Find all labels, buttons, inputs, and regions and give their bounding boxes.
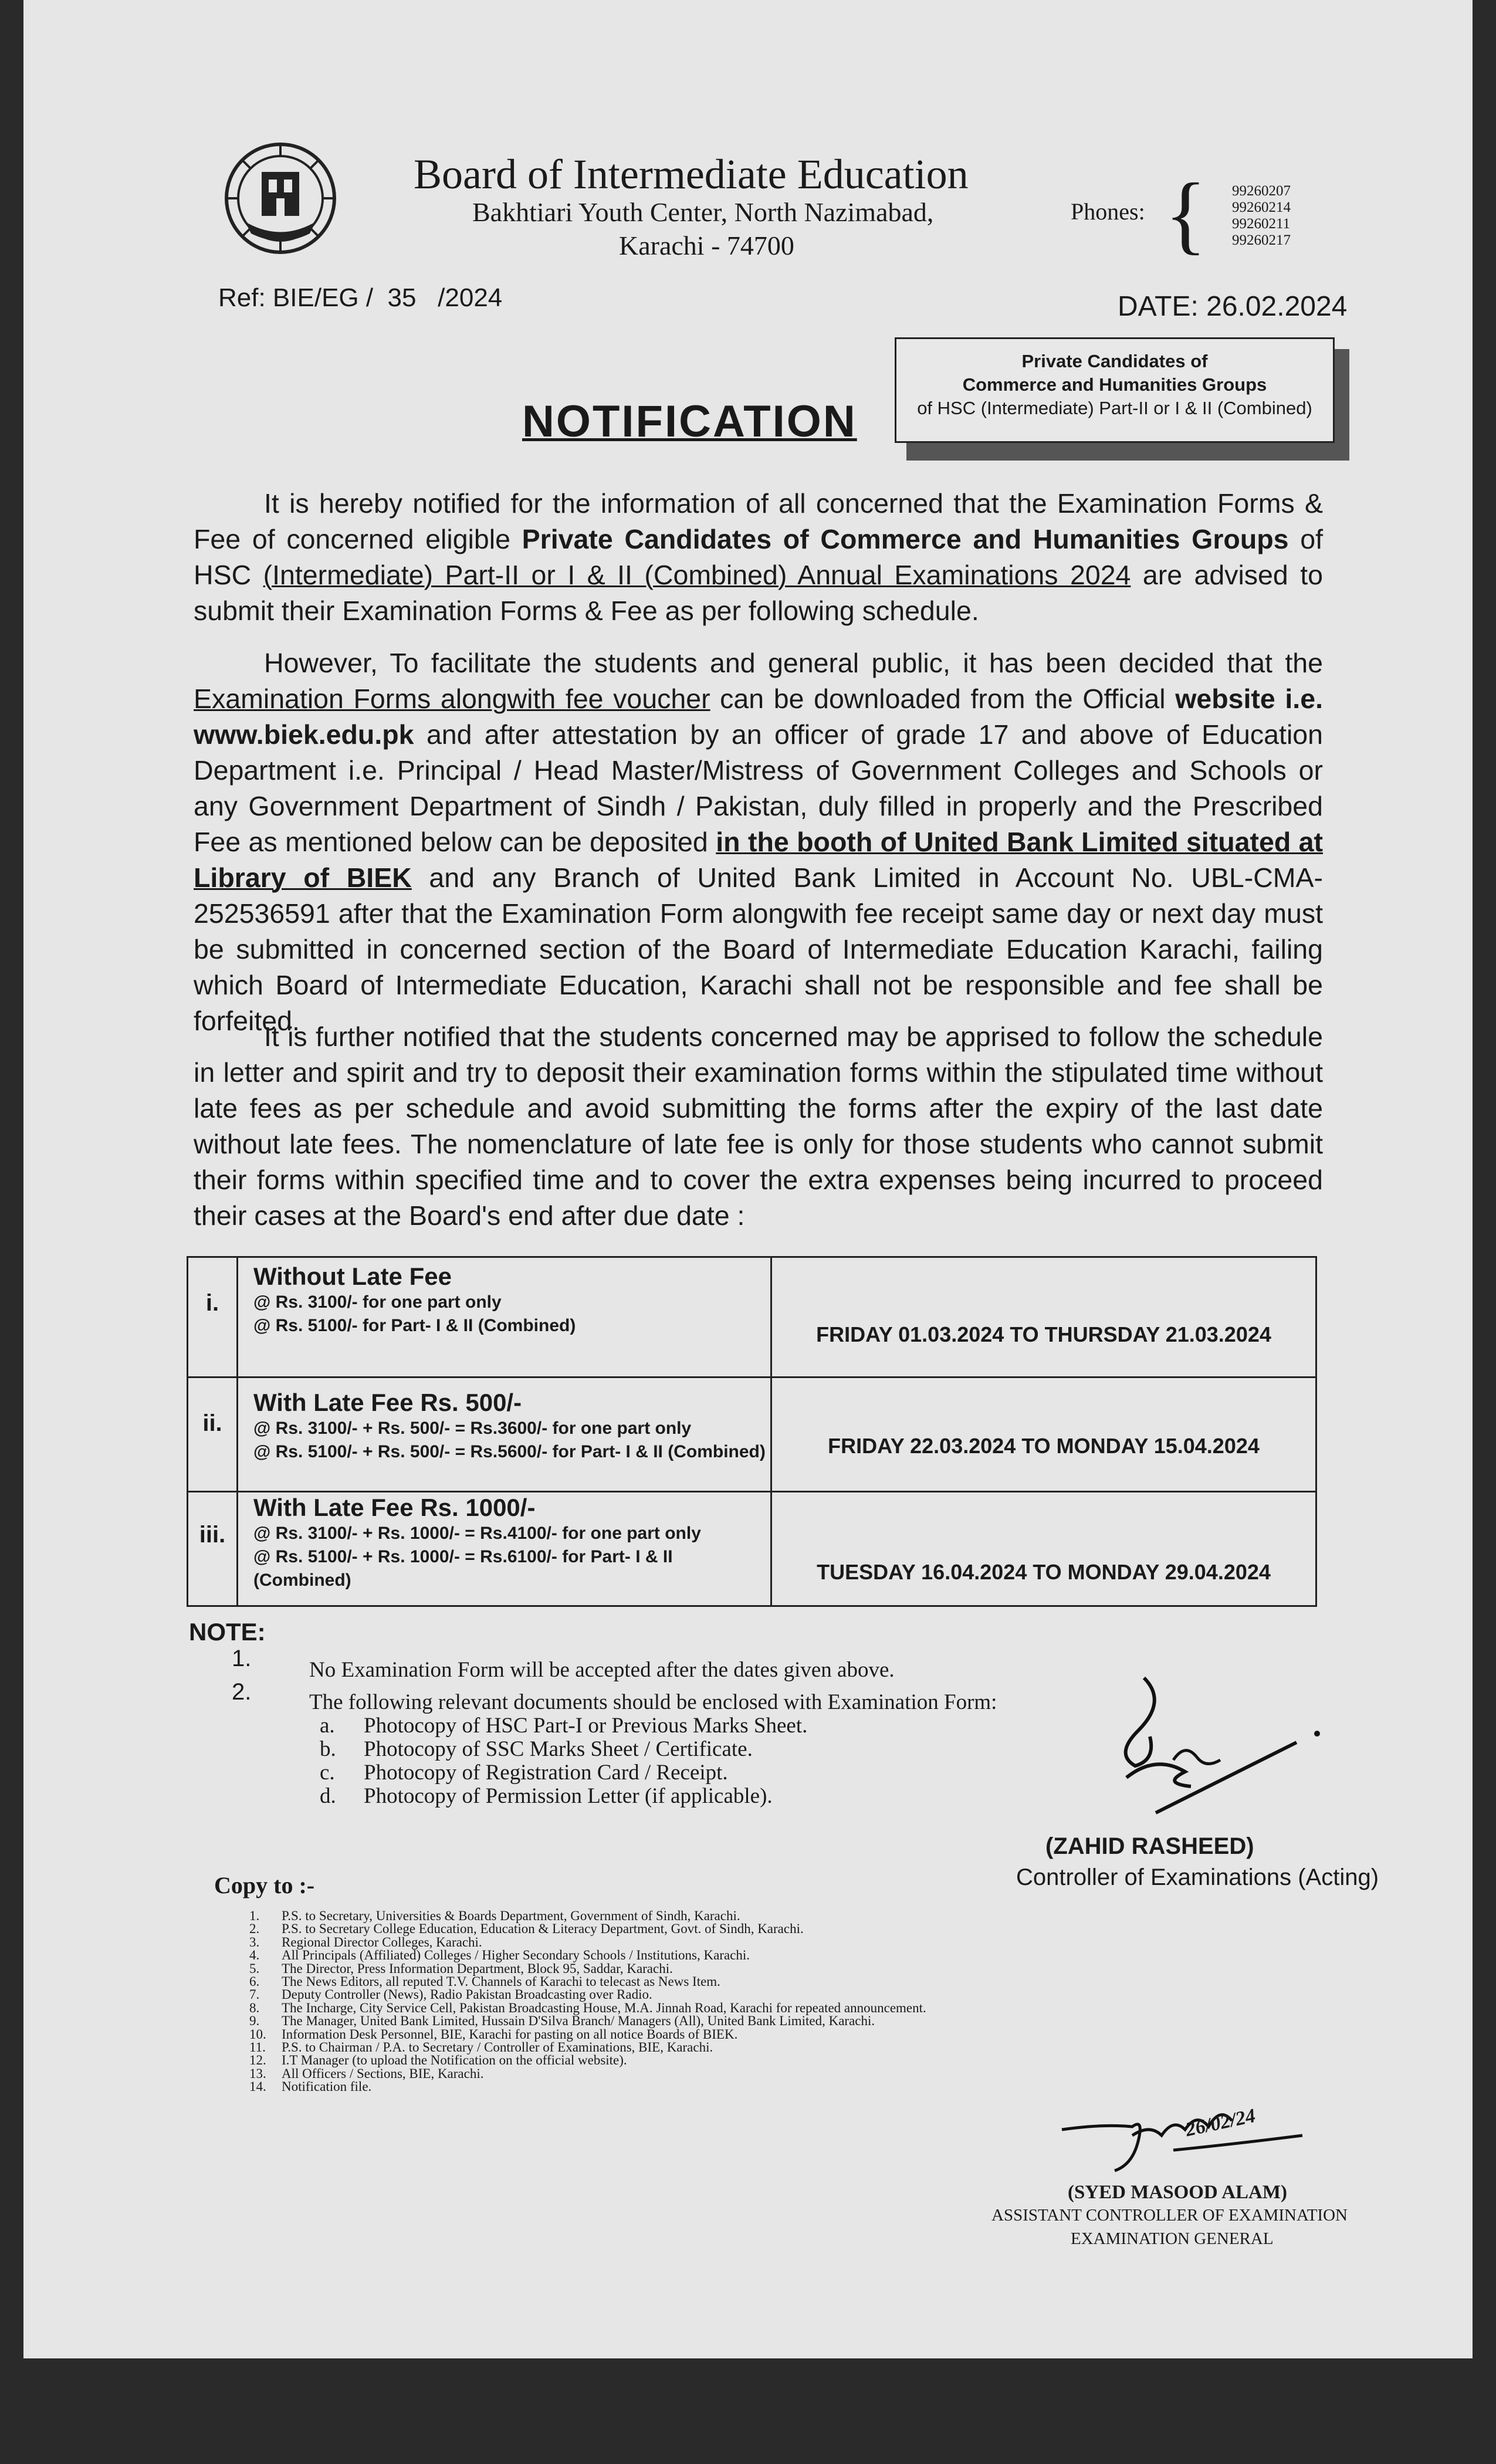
item-letter: d. (320, 1784, 336, 1808)
item-letter: b. (320, 1737, 336, 1761)
table-row (188, 1377, 1316, 1492)
item-text: I.T Manager (to upload the Notification on the official website). (282, 2053, 627, 2068)
phone-number: 99260211 (1232, 216, 1291, 232)
item-text: The Manager, United Bank Limited, Hussain D'Silva Branch/ Managers (All), United Bank Limited, Karachi. (282, 2013, 875, 2029)
note-number: 1. (232, 1646, 252, 1671)
list-item (320, 1737, 807, 1760)
subject-line-2: Commerce and Humanities Groups (962, 374, 1267, 395)
item-number: 11. (249, 2040, 266, 2055)
row-number: iii. (188, 1492, 238, 1606)
item-number: 1. (249, 1908, 260, 1923)
para2-underline: Examination Forms alongwith fee voucher (194, 683, 710, 714)
paragraph-2 (194, 645, 1323, 1039)
fee-title: With Late Fee Rs. 500/- (253, 1389, 522, 1416)
fee-cell (238, 1257, 771, 1377)
item-text: The News Editors, all reputed T.V. Channels of Karachi to telecast as News Item. (282, 1974, 720, 1989)
phone-number: 99260217 (1232, 232, 1291, 248)
fee-line: @ Rs. 3100/- for one part only (253, 1292, 502, 1312)
fee-line: @ Rs. 5100/- for Part- I & II (Combined) (253, 1316, 576, 1335)
item-text: The Incharge, City Service Cell, Pakistan Broadcasting House, M.A. Jinnah Road, Karachi for repeated announcement. (282, 2000, 926, 2015)
paragraph-1 (194, 486, 1323, 629)
item-text: The Director, Press Information Department, Block 95, Saddar, Karachi. (282, 1961, 673, 1976)
fee-line: @ Rs. 5100/- + Rs. 500/- = Rs.5600/- for Part- I & II (Combined) (253, 1442, 766, 1461)
paragraph-3 (194, 1019, 1323, 1234)
date-range: FRIDAY 01.03.2024 TO THURSDAY 21.03.2024 (771, 1257, 1316, 1377)
handwritten-date: 26/02/24 (1183, 2104, 1258, 2141)
item-number: 6. (249, 1974, 260, 1989)
list-item (249, 1923, 926, 1935)
item-text: P.S. to Chairman / P.A. to Secretary / Controller of Examinations, BIE, Karachi. (282, 2040, 713, 2055)
item-number: 7. (249, 1987, 260, 2002)
phones-label: Phones: (1071, 198, 1145, 225)
item-letter: a. (320, 1714, 335, 1738)
item-number: 13. (249, 2066, 266, 2081)
address-line-2: Karachi - 74700 (619, 231, 794, 258)
address-line-1: Bakhtiari Youth Center, North Nazimabad, (472, 197, 934, 227)
para2-text: and after attestation by an officer of grade 17 and above of Education Department i.e. Principal / Head Master/Mistress of Government Colleges and Schools or any Government Department of Sindh / Pakistan, duly filled in properly and the Prescribed Fee as mentioned below can be deposited (194, 719, 1323, 857)
para1-text: are advised to submit their Examination Forms & Fee as per following schedule. (194, 560, 1323, 626)
notification-heading: NOTIFICATION (522, 397, 857, 446)
para2-text: can be downloaded from the Official (710, 683, 1176, 714)
brace-icon: { (1165, 165, 1207, 263)
fee-line: @ Rs. 5100/- + Rs. 1000/- = Rs.6100/- for Part- I & II (Combined) (253, 1547, 673, 1590)
item-text: P.S. to Secretary, Universities & Boards Department, Government of Sindh, Karachi. (282, 1908, 740, 1923)
fee-line: @ Rs. 3100/- + Rs. 500/- = Rs.3600/- for one part only (253, 1419, 692, 1438)
list-item (249, 2002, 926, 2015)
date-range: TUESDAY 16.04.2024 TO MONDAY 29.04.2024 (771, 1492, 1316, 1606)
signatory-2-title-2: EXAMINATION GENERAL (1071, 2229, 1274, 2248)
para2-bold-underline: in the booth of United Bank Limited situated at Library of BIEK (194, 827, 1323, 893)
fee-line: @ Rs. 3100/- + Rs. 1000/- = Rs.4100/- for one part only (253, 1524, 701, 1543)
item-number: 2. (249, 1921, 260, 1937)
board-title: Board of Intermediate Education (414, 151, 969, 198)
row-number: i. (188, 1257, 238, 1377)
signatory-1-name: (ZAHID RASHEED) (1045, 1833, 1254, 1859)
para1-text: It is hereby notified for the information of all concerned that the Examination Forms & Fee of concerned eligible (194, 488, 1323, 554)
list-item (249, 2080, 926, 2093)
para2-text: However, To facilitate the students and general public, it has been decided that the (264, 648, 1323, 678)
list-item (249, 1975, 926, 1988)
phone-list (1232, 183, 1291, 249)
subject-line-3: of HSC (Intermediate) Part-II or I & II (Combined) (917, 398, 1312, 418)
item-number: 12. (249, 2053, 266, 2068)
fee-schedule-table (187, 1256, 1317, 1607)
signatory-1-title: Controller of Examinations (Acting) (1016, 1864, 1379, 1890)
fee-cell (238, 1377, 771, 1492)
fee-title: Without Late Fee (253, 1263, 452, 1290)
item-number: 3. (249, 1934, 260, 1949)
item-text: Notification file. (282, 2079, 372, 2094)
list-item (249, 2028, 926, 2041)
document-date: DATE: 26.02.2024 (1118, 291, 1348, 322)
website-link: website i.e. www.biek.edu.pk (194, 683, 1324, 750)
item-text: P.S. to Secretary College Education, Education & Literacy Department, Govt. of Sindh, Karachi. (282, 1921, 804, 1937)
item-letter: c. (320, 1761, 335, 1785)
item-text: Information Desk Personnel, BIE, Karachi for pasting on all notice Boards of BIEK. (282, 2026, 738, 2042)
item-number: 14. (249, 2079, 266, 2094)
list-item (249, 2015, 926, 2028)
item-number: 5. (249, 1961, 260, 1976)
list-item (249, 1949, 926, 1962)
signature-2-icon (1056, 2094, 1349, 2182)
item-text: All Principals (Affiliated) Colleges / Higher Secondary Schools / Institutions, Karachi. (282, 1948, 750, 1963)
item-text: All Officers / Sections, BIE, Karachi. (282, 2066, 484, 2081)
note-text: The following relevant documents should be enclosed with Examination Form: (309, 1690, 997, 1714)
signatory-2-title-1: ASSISTANT CONTROLLER OF EXAMINATION (991, 2206, 1348, 2225)
list-item (249, 1962, 926, 1975)
board-logo-icon (222, 140, 339, 257)
item-text: Photocopy of HSC Part-I or Previous Marks Sheet. (364, 1714, 808, 1738)
signatory-2-name: (SYED MASOOD ALAM) (1068, 2182, 1288, 2203)
item-number: 8. (249, 2000, 260, 2015)
para1-underline: (Intermediate) Part-II or I & II (Combined) Annual Examinations 2024 (263, 560, 1131, 590)
document-list (320, 1713, 807, 1807)
para2-text: and any Branch of United Bank Limited in Account No. UBL-CMA-252536591 after that the Examination Form alongwith fee receipt same day or next day must be submitted in concerned section of the Board of Intermediate Education Karachi, failing which Board of Intermediate Education, Karachi shall not be responsible and fee shall be forfeited. (194, 862, 1324, 1036)
item-number: 9. (249, 2013, 260, 2029)
list-item (320, 1783, 807, 1807)
item-text: Deputy Controller (News), Radio Pakistan Broadcasting over Radio. (282, 1987, 652, 2002)
copy-to-list (249, 1910, 926, 2094)
subject-box (895, 337, 1335, 443)
item-text: Regional Director Colleges, Karachi. (282, 1934, 482, 1949)
item-text: Photocopy of SSC Marks Sheet / Certificate. (364, 1737, 753, 1761)
para3-text: It is further notified that the students concerned may be apprised to follow the schedule in letter and spirit and try to deposit their examination forms within the stipulated time without late fees as per schedule and avoid submitting the forms after the expiry of the last date without late fees. The nomenclature of late fee is only for those students who cannot submit their forms within specified time and to cover the extra expenses being incurred to proceed their cases at the Board's end after due date : (194, 1021, 1323, 1231)
phone-number: 99260214 (1232, 199, 1291, 215)
item-text: Photocopy of Permission Letter (if applicable). (364, 1784, 773, 1808)
reference-number: Ref: BIE/EG / 35 /2024 (218, 283, 503, 312)
item-text: Photocopy of Registration Card / Receipt. (364, 1761, 728, 1785)
list-item (249, 2067, 926, 2080)
list-item (320, 1760, 807, 1783)
list-item (249, 2041, 926, 2054)
note-number: 2. (232, 1679, 252, 1705)
table-row (188, 1492, 1316, 1606)
date-range: FRIDAY 22.03.2024 TO MONDAY 15.04.2024 (771, 1377, 1316, 1492)
list-item (249, 1910, 926, 1923)
list-item (249, 1936, 926, 1949)
table-row (188, 1257, 1316, 1377)
phone-number: 99260207 (1232, 183, 1291, 199)
signature-1-icon (1103, 1666, 1338, 1825)
copy-to-heading: Copy to :- (214, 1872, 315, 1898)
list-item (320, 1713, 807, 1737)
note-text: No Examination Form will be accepted after the dates given above. (309, 1658, 895, 1682)
para1-bold: Private Candidates of Commerce and Humanities Groups (522, 524, 1289, 554)
subject-line-1: Private Candidates of (1021, 351, 1208, 371)
item-number: 4. (249, 1948, 260, 1963)
list-item (249, 2054, 926, 2067)
fee-title: With Late Fee Rs. 1000/- (253, 1494, 536, 1521)
item-number: 10. (249, 2026, 266, 2042)
note-heading: NOTE: (189, 1618, 266, 1646)
fee-cell (238, 1492, 771, 1606)
row-number: ii. (188, 1377, 238, 1492)
para1-text: of HSC (194, 524, 1323, 590)
list-item (249, 1988, 926, 2001)
